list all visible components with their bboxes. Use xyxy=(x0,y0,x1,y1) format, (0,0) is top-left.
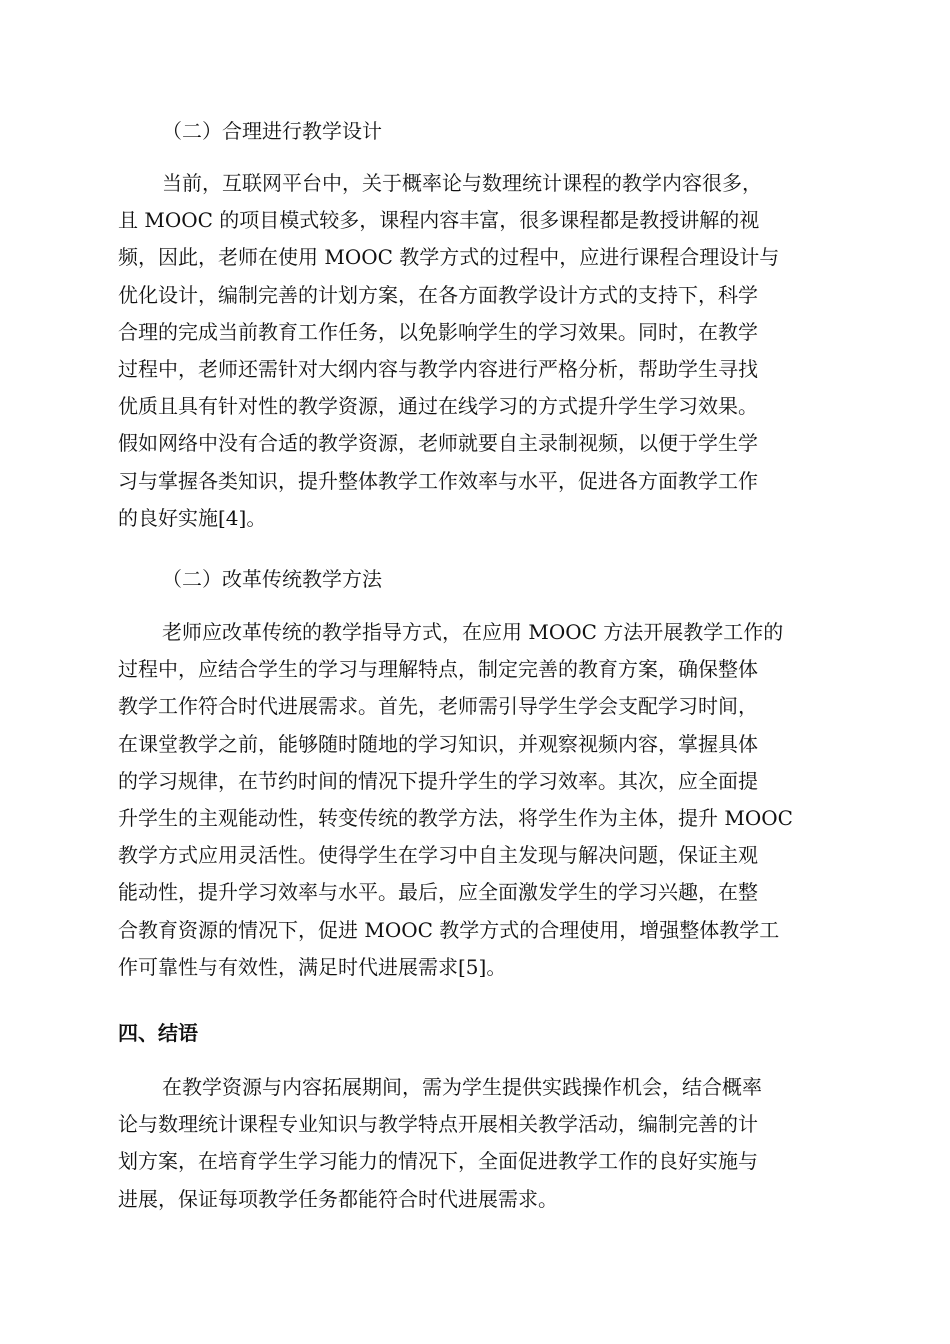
text-line: 当前，互联网平台中，关于概率论与数理统计课程的教学内容很多， xyxy=(162,171,762,195)
text-line: 教学方式应用灵活性。使得学生在学习中自主发现与解决问题，保证主观 xyxy=(118,843,758,868)
text-line: 老师应改革传统的教学指导方式，在应用 MOOC 方法开展教学工作的 xyxy=(162,620,784,644)
text-line: 频，因此，老师在使用 MOOC 教学方式的过程中，应进行课程合理设计与 xyxy=(118,245,780,270)
text-line: 论与数理统计课程专业知识与教学特点开展相关教学活动，编制完善的计 xyxy=(118,1112,758,1137)
text-line: 过程中，老师还需针对大纲内容与教学内容进行严格分析，帮助学生寻找 xyxy=(118,357,758,382)
text-line: 过程中，应结合学生的学习与理解特点，制定完善的教育方案，确保整体 xyxy=(118,657,758,682)
text-line: 在教学资源与内容拓展期间，需为学生提供实践操作机会，结合概率 xyxy=(162,1075,762,1099)
text-line: 能动性，提升学习效率与水平。最后，应全面激发学生的学习兴趣，在整 xyxy=(118,880,758,905)
text-line: 进展，保证每项教学任务都能符合时代进展需求。 xyxy=(118,1186,558,1211)
section-heading-conclusion: 四、结语 xyxy=(118,1021,198,1045)
text-line: 的学习规律，在节约时间的情况下提升学生的学习效率。其次，应全面提 xyxy=(118,768,758,793)
text-line: 合理的完成当前教育工作任务，以免影响学生的学习效果。同时，在教学 xyxy=(118,319,758,344)
text-line: 教学工作符合时代进展需求。首先，老师需引导学生学会支配学习时间， xyxy=(118,694,758,719)
subheading-reform-methods: （二）改革传统教学方法 xyxy=(162,567,382,591)
paragraph-reform-methods xyxy=(118,614,834,986)
paragraph-teaching-design xyxy=(118,165,834,537)
text-line: 的良好实施[4]。 xyxy=(118,505,267,530)
subheading-teaching-design: （二）合理进行教学设计 xyxy=(162,119,382,143)
text-line: 合教育资源的情况下，促进 MOOC 教学方式的合理使用，增强整体教学工 xyxy=(118,917,780,942)
text-line: 且 MOOC 的项目模式较多，课程内容丰富，很多课程都是教授讲解的视 xyxy=(118,208,760,233)
text-line: 优化设计，编制完善的计划方案，在各方面教学设计方式的支持下，科学 xyxy=(118,282,758,307)
text-line: 在课堂教学之前，能够随时随地的学习知识，并观察视频内容，掌握具体 xyxy=(118,731,758,756)
paragraph-conclusion xyxy=(118,1069,834,1218)
text-line: 升学生的主观能动性，转变传统的教学方法，将学生作为主体，提升 MOOC xyxy=(118,806,793,831)
text-line: 习与掌握各类知识，提升整体教学工作效率与水平，促进各方面教学工作 xyxy=(118,468,758,493)
text-line: 优质且具有针对性的教学资源，通过在线学习的方式提升学生学习效果。 xyxy=(118,394,758,419)
text-line: 假如网络中没有合适的教学资源，老师就要自主录制视频，以便于学生学 xyxy=(118,431,758,456)
text-line: 划方案，在培育学生学习能力的情况下，全面促进教学工作的良好实施与 xyxy=(118,1149,758,1174)
text-line: 作可靠性与有效性，满足时代进展需求[5]。 xyxy=(118,954,507,979)
